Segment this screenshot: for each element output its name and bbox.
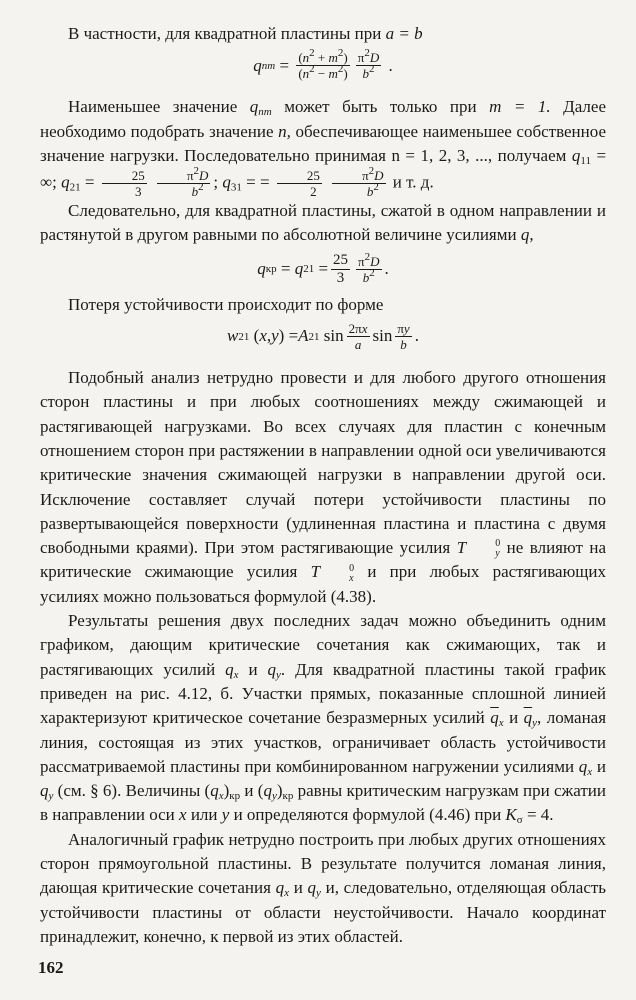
paragraph-7: Аналогичный график нетрудно построить при любых других отношениях сторон прямоугольной пластины. В результате получится ломаная линия, дающая критические сочетания $q_x$ и $q_y$ и, следовательно, отделяющая область устойчивости пластины от области неустойчивости. Начало координат принадлежит, конечно, к первой из этих областей.	[40, 829, 607, 946]
formula-qnm: q nm = $\frac{(n^2 + m^2)}{(n^2 - m^2)}$ $\frac{\pi^2D}{b^2}$ .	[253, 47, 393, 82]
paragraph-5: Подобный анализ нетрудно провести и для любого другого отношения сторон пластины и при любых соотношениях между сжимающей и растягивающей нагрузками. Во всех случаях для пластин с конечным отношением сторон при растяжении в направлении одной оси увеличиваются критические значения сжимающей нагрузки в направлении другой оси. Исключение составляет случай потери устойчивости пластины по развертывающейся поверхности (удлиненная пластина и пластина с двумя свободными краями). При этом растягивающие усилия T 0 y не влияют на критические сжимающие усилия T 0 x и при любых растягивающих усилиях можно пользоваться формулой (4.38).	[40, 368, 607, 606]
paragraph-3: Следовательно, для квадратной пластины, сжатой в одном направлении и растянутой в другом равными по абсолютной величине усилиями q,	[40, 201, 606, 245]
paragraph-4: Потеря устойчивости происходит по форме	[68, 294, 384, 314]
paragraph-2: Наименьшее значение $q_{nm}$ может быть только при m = 1. Далее необходимо подобрать значение n, обеспечивающее наименьшее собственное значение нагрузки. Последовательно принимая n = 1, 2, 3, ..., получаем $q_{11}$ = ∞; $q_{21}$ = $\frac{25}{3}$ $\frac{\pi^2D}{b^2}$ ; $q_{31}$ = = $\frac{25}{2}$ $\frac{\pi^2D}{b^2}$ и т. д.	[40, 97, 607, 200]
page-number: 162	[38, 958, 64, 977]
formula-qkr: q кр = q 21 = $\frac{25}{3}$ $\frac{\pi^2D}{b^2}$ .	[257, 250, 389, 286]
paragraph-1: В частности, для квадратной пластины при a = b	[68, 24, 423, 43]
formula-w21: w 21 ( x , y ) = A 21 sin $\frac{2\pi x}{a}$ sin $\frac{\pi y}{b}$ .	[227, 321, 419, 353]
page-body	[40, 22, 606, 949]
paragraph-6: Результаты решения двух последних задач можно объединить одним графиком, дающим критические сочетания как сжимающих, так и растягивающих усилий $q_x$ и $q_y$. Для квадратной пластины такой график приведен на рис. 4.12, б. Участки прямых, показанные сплошной линией характеризуют критическое сочетание безразмерных усилий $\overline{q}_x$ и $\overline{q}_y$, ломаная линия, состоящая из этих участков, ограничивает область устойчивости рассматриваемой пластины при комбинированном нагружении усилиями $q_x$ и $q_y$ (см. § 6). Величины $(q_x)_{кр}$ и $(q_y)_{кр}$ равны критическим нагрузкам при сжатии в направлении оси x или y и определяются формулой (4.46) при $K_\sigma = 4$.	[40, 611, 607, 827]
